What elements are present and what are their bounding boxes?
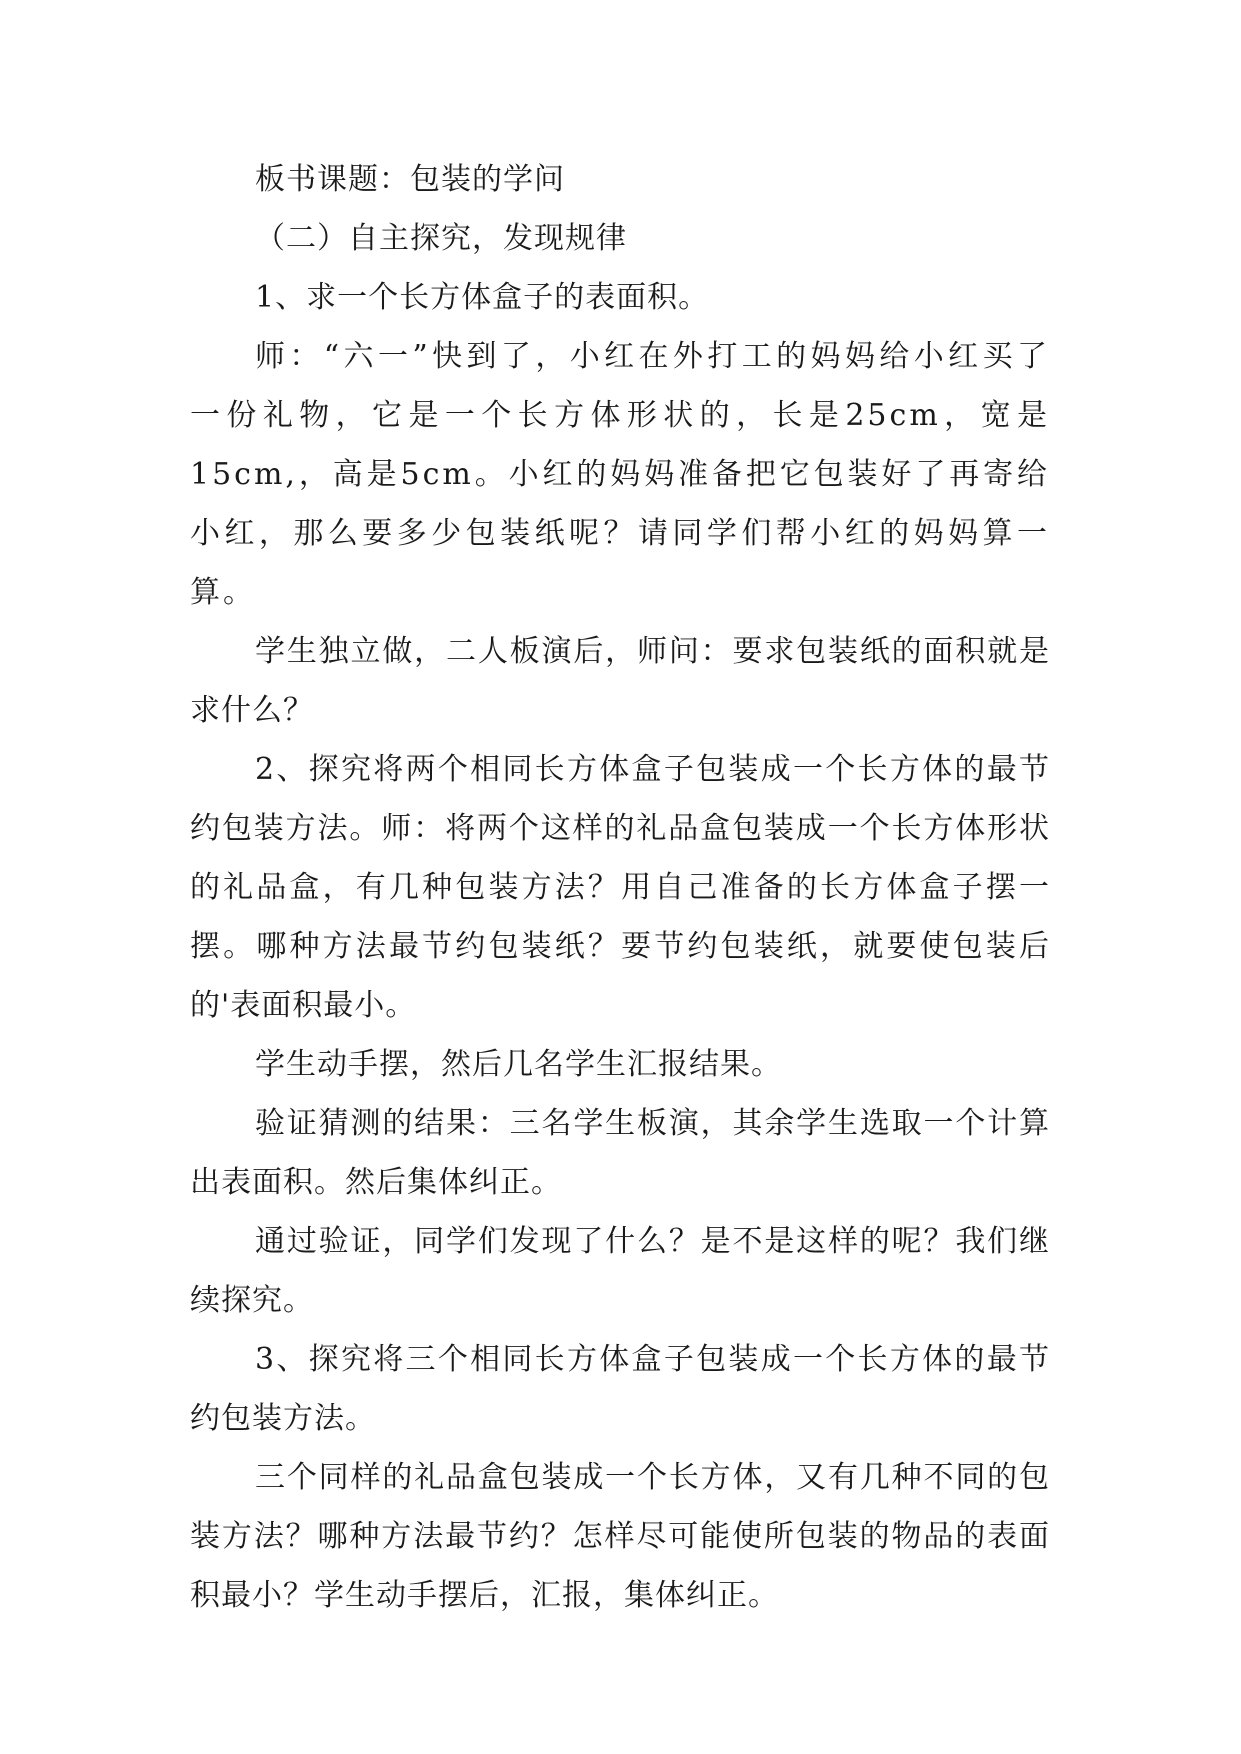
document-page	[190, 150, 1050, 1625]
discovery-paragraph: 通过验证，同学们发现了什么？是不是这样的呢？我们继续探究。	[190, 1224, 1050, 1318]
three-boxes-paragraph: 三个同样的礼品盒包装成一个长方体，又有几种不同的包装方法？哪种方法最节约？怎样尽可能使所包装的物品的表面积最小？学生动手摆后，汇报，集体纠正。	[190, 1460, 1050, 1613]
step-2-paragraph: 2、探究将两个相同长方体盒子包装成一个长方体的最节约包装方法。师：将两个这样的礼品盒包装成一个长方体形状的礼品盒，有几种包装方法？用自己准备的长方体盒子摆一摆。哪种方法最节约包装纸？要节约包装纸，就要使包装后的'表面积最小。	[190, 752, 1050, 1023]
verification-paragraph: 验证猜测的结果：三名学生板演，其余学生选取一个计算出表面积。然后集体纠正。	[190, 1106, 1050, 1200]
student-report-paragraph: 学生动手摆，然后几名学生汇报结果。	[255, 1047, 782, 1082]
step-1-paragraph: 1、求一个长方体盒子的表面积。	[255, 280, 710, 315]
section-heading-paragraph: （二）自主探究，发现规律	[255, 221, 627, 256]
teacher-problem-paragraph: 师：“六一”快到了，小红在外打工的妈妈给小红买了一份礼物，它是一个长方体形状的，长是25cm，宽是15cm,，高是5cm。小红的妈妈准备把它包装好了再寄给小红，那么要多少包装纸呢？请同学们帮小红的妈妈算一算。	[190, 339, 1050, 610]
step-3-paragraph: 3、探究将三个相同长方体盒子包装成一个长方体的最节约包装方法。	[190, 1342, 1050, 1436]
student-work-paragraph: 学生独立做，二人板演后，师问：要求包装纸的面积就是求什么？	[190, 634, 1050, 728]
lesson-title-paragraph: 板书课题：包装的学问	[255, 162, 565, 197]
